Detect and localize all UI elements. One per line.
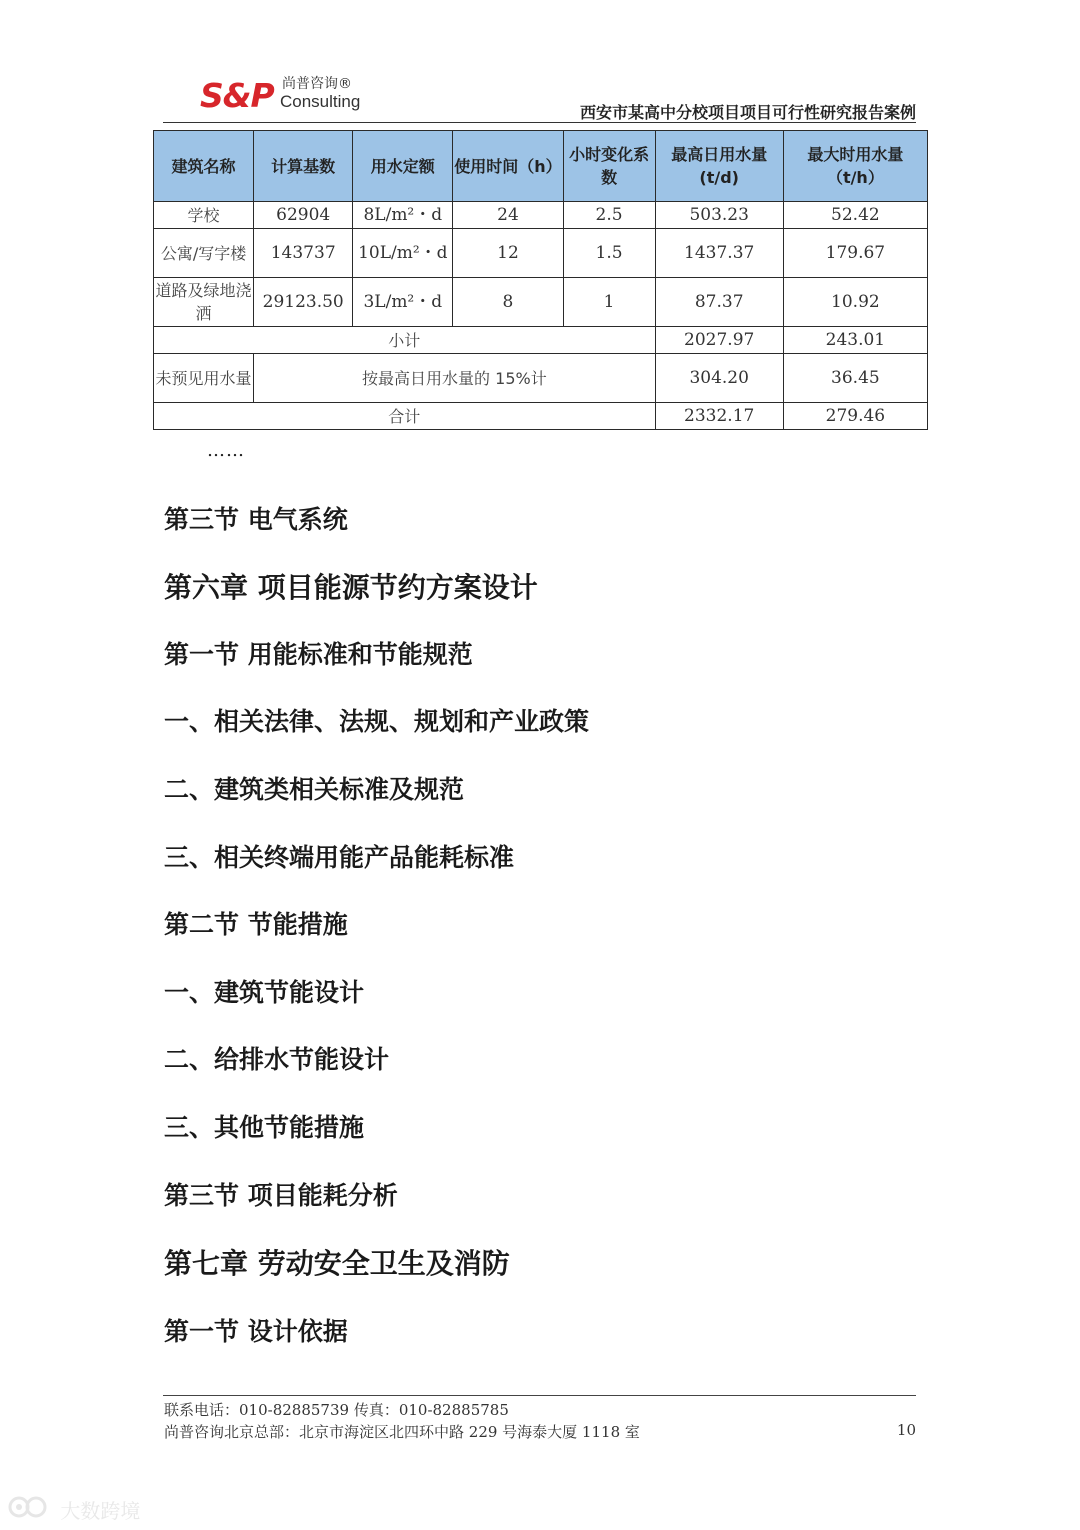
subtotal-daily: 2027.97	[655, 327, 783, 354]
cell-daily: 1437.37	[655, 229, 783, 278]
header-hourly-max: 最大时用水量（t/h）	[783, 131, 927, 202]
logo-chinese-name: 尚普咨询®	[282, 76, 352, 92]
cell-base: 62904	[254, 202, 353, 229]
unforeseen-hourly: 36.45	[783, 354, 927, 403]
heading-building-standards: 二、建筑类相关标准及规范	[164, 775, 465, 804]
heading-section-design-basis: 第一节 设计依据	[164, 1317, 348, 1346]
document-title: 西安市某高中分校项目项目可行性研究报告案例	[579, 103, 916, 122]
ellipsis: ……	[207, 440, 245, 461]
cell-hourly: 10.92	[783, 278, 927, 327]
cell-quota: 8L/m²・d	[353, 202, 453, 229]
water-usage-table	[153, 130, 928, 430]
cell-base: 29123.50	[254, 278, 353, 327]
unforeseen-note: 按最高日用水量的 15%计	[254, 354, 656, 403]
cell-hourly: 52.42	[783, 202, 927, 229]
cell-coef: 1	[563, 278, 655, 327]
subtotal-hourly: 243.01	[783, 327, 927, 354]
watermark-logo-icon	[8, 1494, 50, 1525]
page-number: 10	[896, 1421, 916, 1439]
heading-chapter-6: 第六章 项目能源节约方案设计	[164, 571, 538, 604]
footer-address: 尚普咨询北京总部：北京市海淀区北四环中路 229 号海泰大厦 1118 室	[164, 1423, 640, 1441]
footer-divider	[163, 1395, 916, 1396]
cell-quota: 10L/m²・d	[353, 229, 453, 278]
heading-product-standards: 三、相关终端用能产品能耗标准	[164, 843, 515, 872]
cell-daily: 503.23	[655, 202, 783, 229]
total-label: 合计	[154, 403, 656, 430]
cell-name: 公寓/写字楼	[154, 229, 254, 278]
heading-section-electrical: 第三节 电气系统	[164, 505, 348, 534]
cell-quota: 3L/m²・d	[353, 278, 453, 327]
header-base: 计算基数	[254, 131, 353, 202]
header-daily-max: 最高日用水量(t/d)	[655, 131, 783, 202]
heading-water-design: 二、给排水节能设计	[164, 1045, 390, 1074]
cell-name: 学校	[154, 202, 254, 229]
cell-hours: 24	[453, 202, 563, 229]
table-header-row	[154, 131, 928, 202]
header-hours: 使用时间（h）	[453, 131, 563, 202]
total-hourly: 279.46	[783, 403, 927, 430]
header-divider	[163, 122, 916, 123]
footer-contact: 联系电话：010-82885739 传真：010-82885785	[164, 1401, 509, 1419]
table-row	[154, 278, 928, 327]
total-daily: 2332.17	[655, 403, 783, 430]
heading-other-measures: 三、其他节能措施	[164, 1113, 365, 1142]
watermark	[8, 1494, 140, 1524]
heading-chapter-7: 第七章 劳动安全卫生及消防	[164, 1247, 510, 1280]
header-coefficient: 小时变化系数	[563, 131, 655, 202]
heading-building-design: 一、建筑节能设计	[164, 978, 365, 1007]
cell-hours: 8	[453, 278, 563, 327]
cell-coef: 2.5	[563, 202, 655, 229]
company-logo	[200, 76, 370, 116]
total-row	[154, 403, 928, 430]
cell-base: 143737	[254, 229, 353, 278]
header-building-name: 建筑名称	[154, 131, 254, 202]
heading-laws: 一、相关法律、法规、规划和产业政策	[164, 707, 590, 736]
heading-section-energy-standards: 第一节 用能标准和节能规范	[164, 640, 473, 669]
cell-hours: 12	[453, 229, 563, 278]
cell-hourly: 179.67	[783, 229, 927, 278]
header-quota: 用水定额	[353, 131, 453, 202]
unforeseen-label: 未预见用水量	[154, 354, 254, 403]
unforeseen-daily: 304.20	[655, 354, 783, 403]
unforeseen-row	[154, 354, 928, 403]
logo-english-name: Consulting	[280, 92, 361, 111]
logo-mark: S&P	[200, 76, 274, 115]
cell-name: 道路及绿地浇洒	[154, 278, 254, 327]
heading-section-energy-analysis: 第三节 项目能耗分析	[164, 1181, 398, 1210]
table-row	[154, 202, 928, 229]
table-row	[154, 229, 928, 278]
subtotal-label: 小计	[154, 327, 656, 354]
cell-daily: 87.37	[655, 278, 783, 327]
cell-coef: 1.5	[563, 229, 655, 278]
subtotal-row	[154, 327, 928, 354]
heading-section-measures: 第二节 节能措施	[164, 910, 348, 939]
watermark-text: 大数跨境	[60, 1499, 141, 1523]
